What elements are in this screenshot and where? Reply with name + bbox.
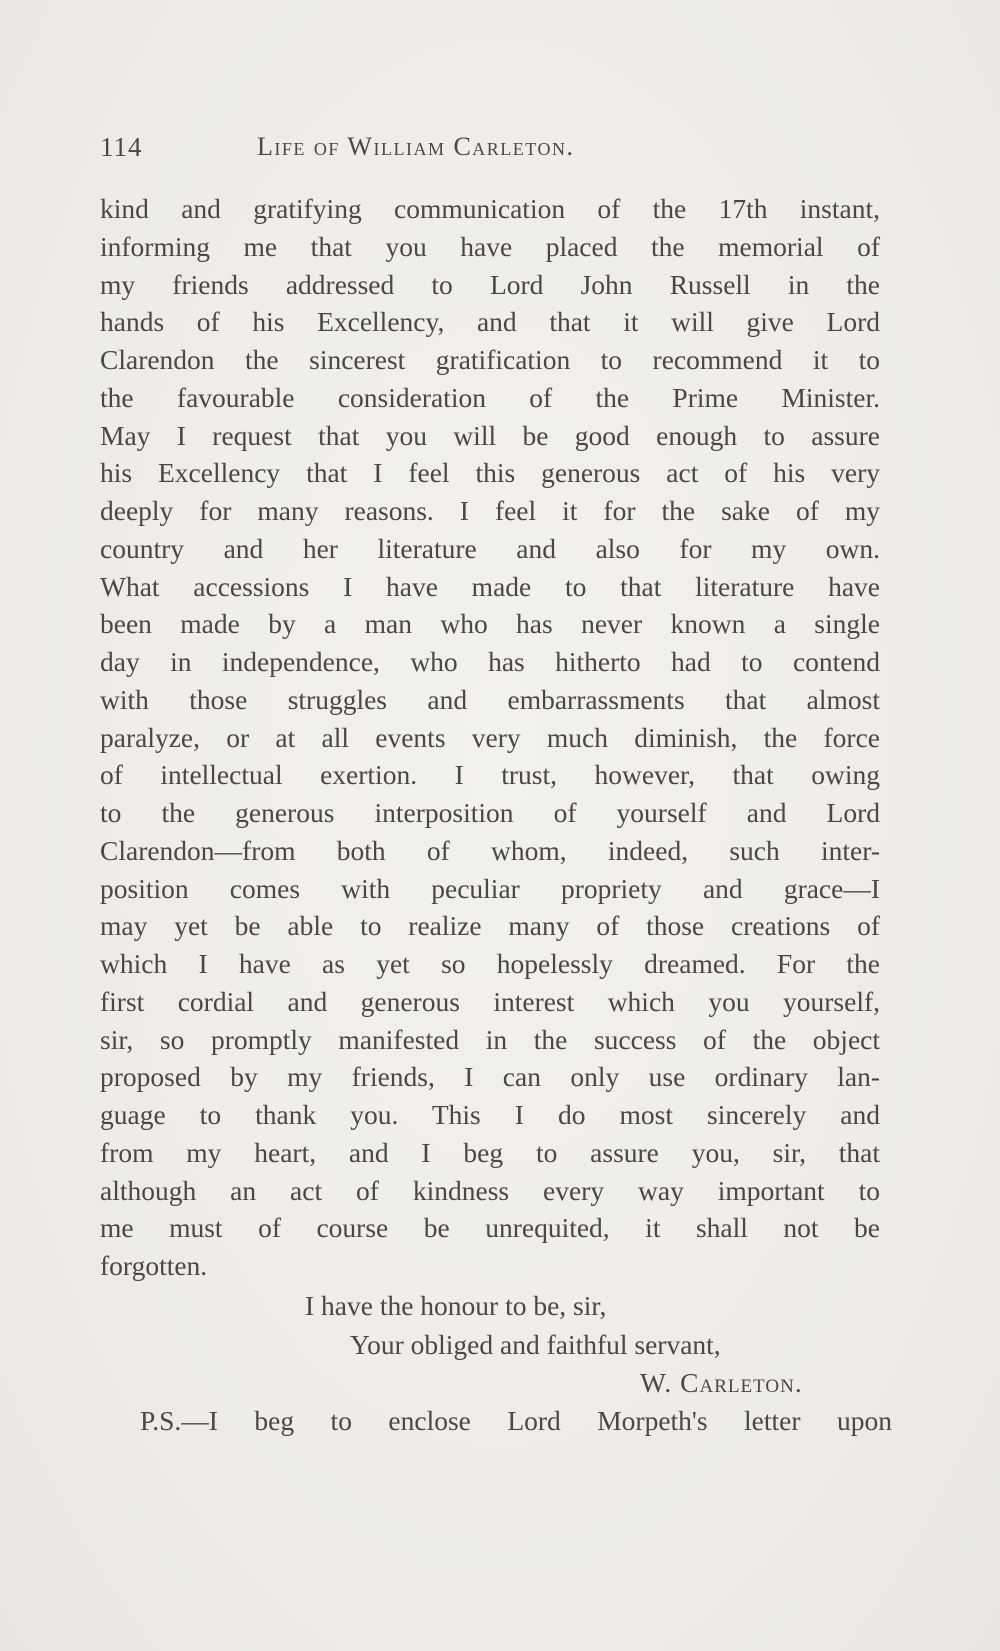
text-line: his Excellency that I feel this generous act of his very (100, 457, 880, 489)
text-line: country and her literature and also for my own. (100, 532, 880, 564)
text-line: proposed by my friends, I can only use ordinary lan- (100, 1061, 880, 1093)
text-line: forgotten. (100, 1250, 208, 1281)
postscript: P.S.—I beg to enclose Lord Morpeth's letter upon (140, 1405, 892, 1436)
running-title: Life of William Carleton. (257, 132, 575, 161)
text-line: me must of course be unrequited, it shall not be (100, 1212, 880, 1244)
text-line: may yet be able to realize many of those creations of (100, 910, 880, 942)
page-number: 114 (100, 132, 143, 162)
text-line: day in independence, who has hitherto had to contend (100, 646, 880, 677)
text-line: deeply for many reasons. I feel it for the sake of my (100, 495, 880, 526)
text-line: Clarendon—from both of whom, indeed, such inter- (100, 834, 880, 866)
running-head (100, 132, 720, 172)
text-line: hands of his Excellency, and that it will give Lord (100, 306, 880, 338)
closing-valediction: Your obliged and faithful servant, (350, 1329, 721, 1360)
text-line: informing me that you have placed the memorial of (100, 230, 880, 262)
text-line: although an act of kindness every way important to (100, 1174, 880, 1206)
text-line: first cordial and generous interest which you yourself, (100, 985, 880, 1017)
text-line: the favourable consideration of the Prime Minister. (100, 381, 880, 413)
text-line: What accessions I have made to that literature have (100, 570, 880, 602)
text-line: sir, so promptly manifested in the success of the object (100, 1023, 880, 1055)
text-line: paralyze, or at all events very much diminish, the force (100, 721, 880, 753)
closing-salutation: I have the honour to be, sir, (305, 1290, 607, 1321)
text-line: been made by a man who has never known a single (100, 608, 880, 640)
text-line: with those struggles and embarrassments that almost (100, 683, 880, 715)
text-line: to the generous interposition of yourself and Lord (100, 797, 880, 828)
text-line: of intellectual exertion. I trust, however, that owing (100, 759, 880, 791)
text-line: guage to thank you. This I do most sincerely and (100, 1099, 880, 1130)
text-line: position comes with peculiar propriety and grace—I (100, 872, 880, 904)
text-line: May I request that you will be good enough to assure (100, 419, 880, 451)
text-line: my friends addressed to Lord John Russell in the (100, 268, 880, 300)
letter-body (100, 190, 880, 1285)
text-line: from my heart, and I beg to assure you, sir, that (100, 1136, 880, 1168)
signature: W. Carleton. (640, 1367, 803, 1398)
text-line: which I have as yet so hopelessly dreamed. For the (100, 948, 880, 979)
text-line: kind and gratifying communication of the 17th instant, (100, 193, 880, 224)
text-line: Clarendon the sincerest gratification to recommend it to (100, 344, 880, 375)
